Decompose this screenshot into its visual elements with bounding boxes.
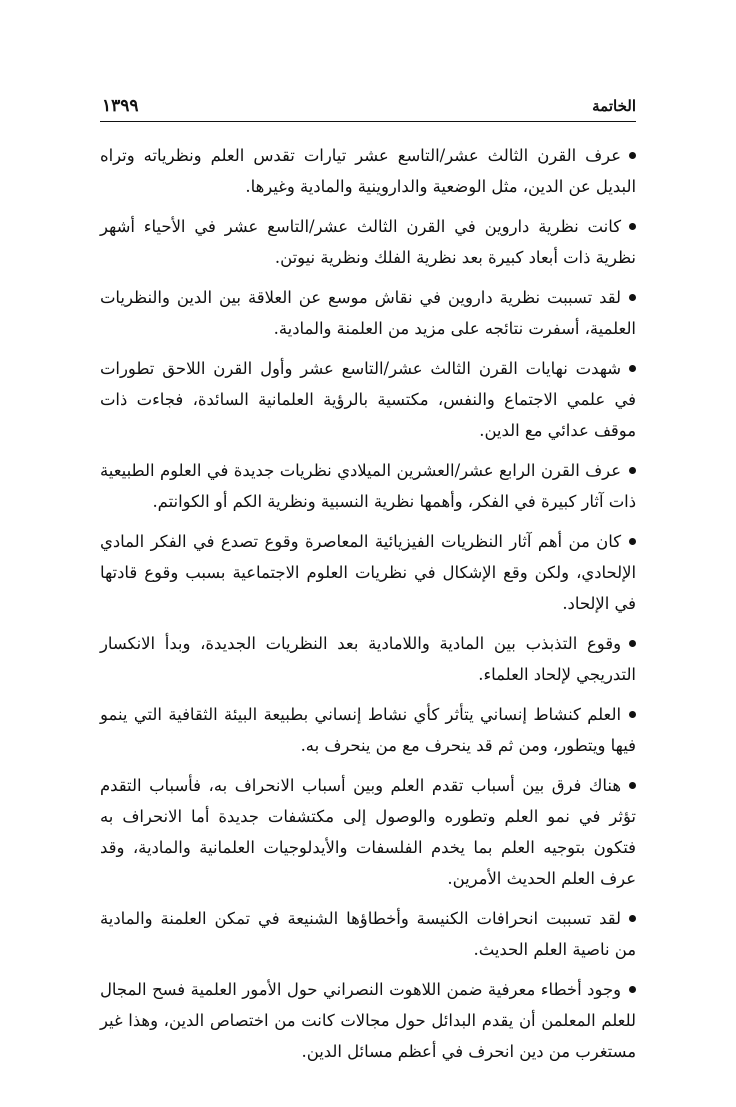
header-rule xyxy=(100,121,636,122)
bullet-icon xyxy=(629,711,636,718)
bullet-icon xyxy=(629,223,636,230)
list-item-text: عرف القرن الثالث عشر/التاسع عشر تيارات تقدس العلم ونظرياته وتراه البديل عن الدين، مثل الوضعية والداروينية والمادية وغيرها. xyxy=(100,146,636,196)
bullet-icon xyxy=(629,152,636,159)
bullet-icon xyxy=(629,365,636,372)
list-item-text: العلم كنشاط إنساني يتأثر كأي نشاط إنساني بطبيعة البيئة الثقافية التي ينمو فيها ويتطور، ومن ثم قد ينحرف مع من ينحرف به. xyxy=(100,705,636,755)
list-item-text: عرف القرن الرابع عشر/العشرين الميلادي نظريات جديدة في العلوم الطبيعية ذات آثار كبيرة في الفكر، وأهمها نظرية النسبية ونظرية الكم أو الكوانتم. xyxy=(100,461,636,511)
page-number: ١٣٩٩ xyxy=(102,96,139,116)
list-item-text: كان من أهم آثار النظريات الفيزيائية المعاصرة وقوع تصدع في الفكر المادي الإلحادي، ولكن وقع الإشكال في نظريات العلوم الاجتماعية بسبب وقوع قادتها في الإلحاد. xyxy=(100,532,636,613)
conclusion-list xyxy=(100,140,636,1076)
list-item xyxy=(100,974,636,1067)
bullet-icon xyxy=(629,782,636,789)
bullet-icon xyxy=(629,640,636,647)
list-item xyxy=(100,282,636,344)
list-item xyxy=(100,628,636,690)
list-item-text: هناك فرق بين أسباب تقدم العلم وبين أسباب الانحراف به، فأسباب التقدم تؤثر في نمو العلم وتطوره والوصول إلى مكتشفات جديدة أما الانحراف به فتكون بتوجيه العلم بما يخدم الفلسفات والأيدلوجيات العلمانية والمادية، وقد عرف العلم الحديث الأمرين. xyxy=(100,776,636,888)
list-item-text: وقوع التذبذب بين المادية واللامادية بعد النظريات الجديدة، وبدأ الانكسار التدريجي لإلحاد العلماء. xyxy=(100,634,636,684)
list-item xyxy=(100,903,636,965)
list-item-text: لقد تسببت انحرافات الكنيسة وأخطاؤها الشنيعة في تمكن العلمنة والمادية من ناصية العلم الحديث. xyxy=(100,909,636,959)
bullet-icon xyxy=(629,915,636,922)
list-item-text: وجود أخطاء معرفية ضمن اللاهوت النصراني حول الأمور العلمية فسح المجال للعلم المعلمن أن يقدم البدائل حول مجالات كانت من اختصاص الدين، وهذا غير مستغرب من دين انحرف في أعظم مسائل الدين. xyxy=(100,980,636,1061)
page-header xyxy=(102,92,636,116)
bullet-icon xyxy=(629,467,636,474)
running-head: الخاتمة xyxy=(592,97,636,115)
list-item xyxy=(100,455,636,517)
bullet-icon xyxy=(629,986,636,993)
list-item-text: لقد تسببت نظرية داروين في نقاش موسع عن العلاقة بين الدين والنظريات العلمية، أسفرت نتائجه على مزيد من العلمنة والمادية. xyxy=(100,288,636,338)
bullet-icon xyxy=(629,294,636,301)
list-item xyxy=(100,699,636,761)
list-item-text: كانت نظرية داروين في القرن الثالث عشر/التاسع عشر في الأحياء أشهر نظرية ذات أبعاد كبيرة بعد نظرية الفلك ونظرية نيوتن. xyxy=(100,217,636,267)
list-item xyxy=(100,211,636,273)
list-item-text: شهدت نهايات القرن الثالث عشر/التاسع عشر وأول القرن اللاحق تطورات في علمي الاجتماع والنفس، مكتسية بالرؤية العلمانية السائدة، فجاءت ذات موقف عدائي مع الدين. xyxy=(100,359,636,440)
bullet-icon xyxy=(629,538,636,545)
list-item xyxy=(100,140,636,202)
list-item xyxy=(100,526,636,619)
list-item xyxy=(100,770,636,894)
list-item xyxy=(100,353,636,446)
